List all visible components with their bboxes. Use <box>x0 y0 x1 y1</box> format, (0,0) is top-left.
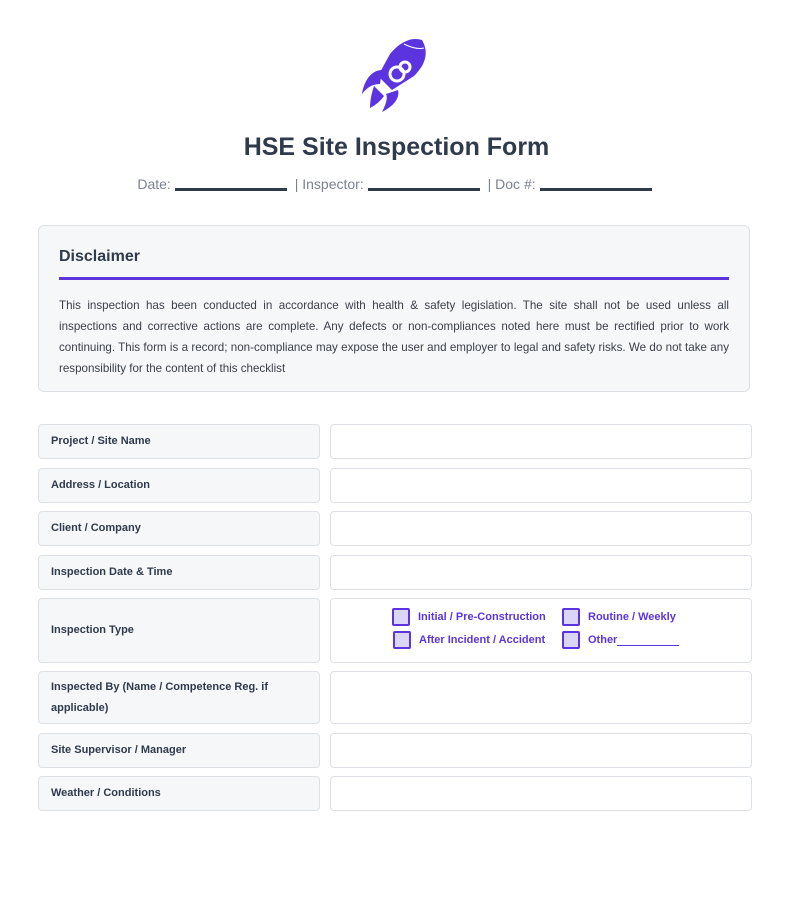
option-initial[interactable] <box>392 608 546 626</box>
form-row <box>38 598 752 663</box>
supervisor-input[interactable] <box>330 733 752 768</box>
date-label: Date: <box>137 176 171 192</box>
field-label: Project / Site Name <box>38 424 320 459</box>
form-row <box>38 671 752 724</box>
field-label: Address / Location <box>38 468 320 503</box>
date-field[interactable] <box>175 188 287 191</box>
inspector-field[interactable] <box>368 188 480 191</box>
form-row <box>38 424 752 459</box>
field-label: Site Supervisor / Manager <box>38 733 320 768</box>
other-input[interactable] <box>617 635 679 646</box>
form-row <box>38 555 752 590</box>
form-row <box>38 511 752 546</box>
disclaimer-text: This inspection has been conducted in accordance with health & safety legislation. The site shall not be used unless all inspections and corrective actions are complete. Any defects or non-compliances noted here must be rectified prior to work continuing. This form is a record; non-compliance may expose the user and employer to legal and safety risks. We do not take any responsibility for the content of this checklist <box>59 299 729 375</box>
checkbox[interactable] <box>562 631 580 649</box>
project-site-name-input[interactable] <box>330 424 752 459</box>
option-label: Initial / Pre-Construction <box>418 611 546 623</box>
form-row <box>38 776 752 811</box>
doc-label: | Doc #: <box>487 176 536 192</box>
field-label: Inspection Type <box>38 598 320 663</box>
option-routine[interactable] <box>562 608 676 626</box>
weather-input[interactable] <box>330 776 752 811</box>
client-input[interactable] <box>330 511 752 546</box>
inspection-type-group <box>330 598 752 663</box>
form-row <box>38 733 752 768</box>
option-label: Other <box>588 634 618 646</box>
inspection-date-input[interactable] <box>330 555 752 590</box>
inspector-label: | Inspector: <box>294 176 364 192</box>
field-label: Weather / Conditions <box>38 776 320 811</box>
option-label: After Incident / Accident <box>419 634 546 646</box>
field-label: Client / Company <box>38 511 320 546</box>
form-meta <box>0 176 793 192</box>
form-row <box>38 468 752 503</box>
option-label: Routine / Weekly <box>588 611 676 623</box>
inspected-by-input[interactable] <box>330 671 752 724</box>
rocket-logo-icon <box>360 36 434 112</box>
checkbox[interactable] <box>562 608 580 626</box>
doc-field[interactable] <box>540 188 652 191</box>
option-other[interactable] <box>562 631 679 649</box>
address-input[interactable] <box>330 468 752 503</box>
field-label: Inspected By (Name / Competence Reg. if applicable) <box>38 671 320 724</box>
field-label: Inspection Date & Time <box>38 555 320 590</box>
checkbox[interactable] <box>393 631 411 649</box>
disclaimer-box <box>38 225 750 392</box>
option-after-incident[interactable] <box>393 631 545 649</box>
checkbox[interactable] <box>392 608 410 626</box>
disclaimer-title: Disclaimer <box>59 248 729 280</box>
page-title: HSE Site Inspection Form <box>243 133 550 161</box>
